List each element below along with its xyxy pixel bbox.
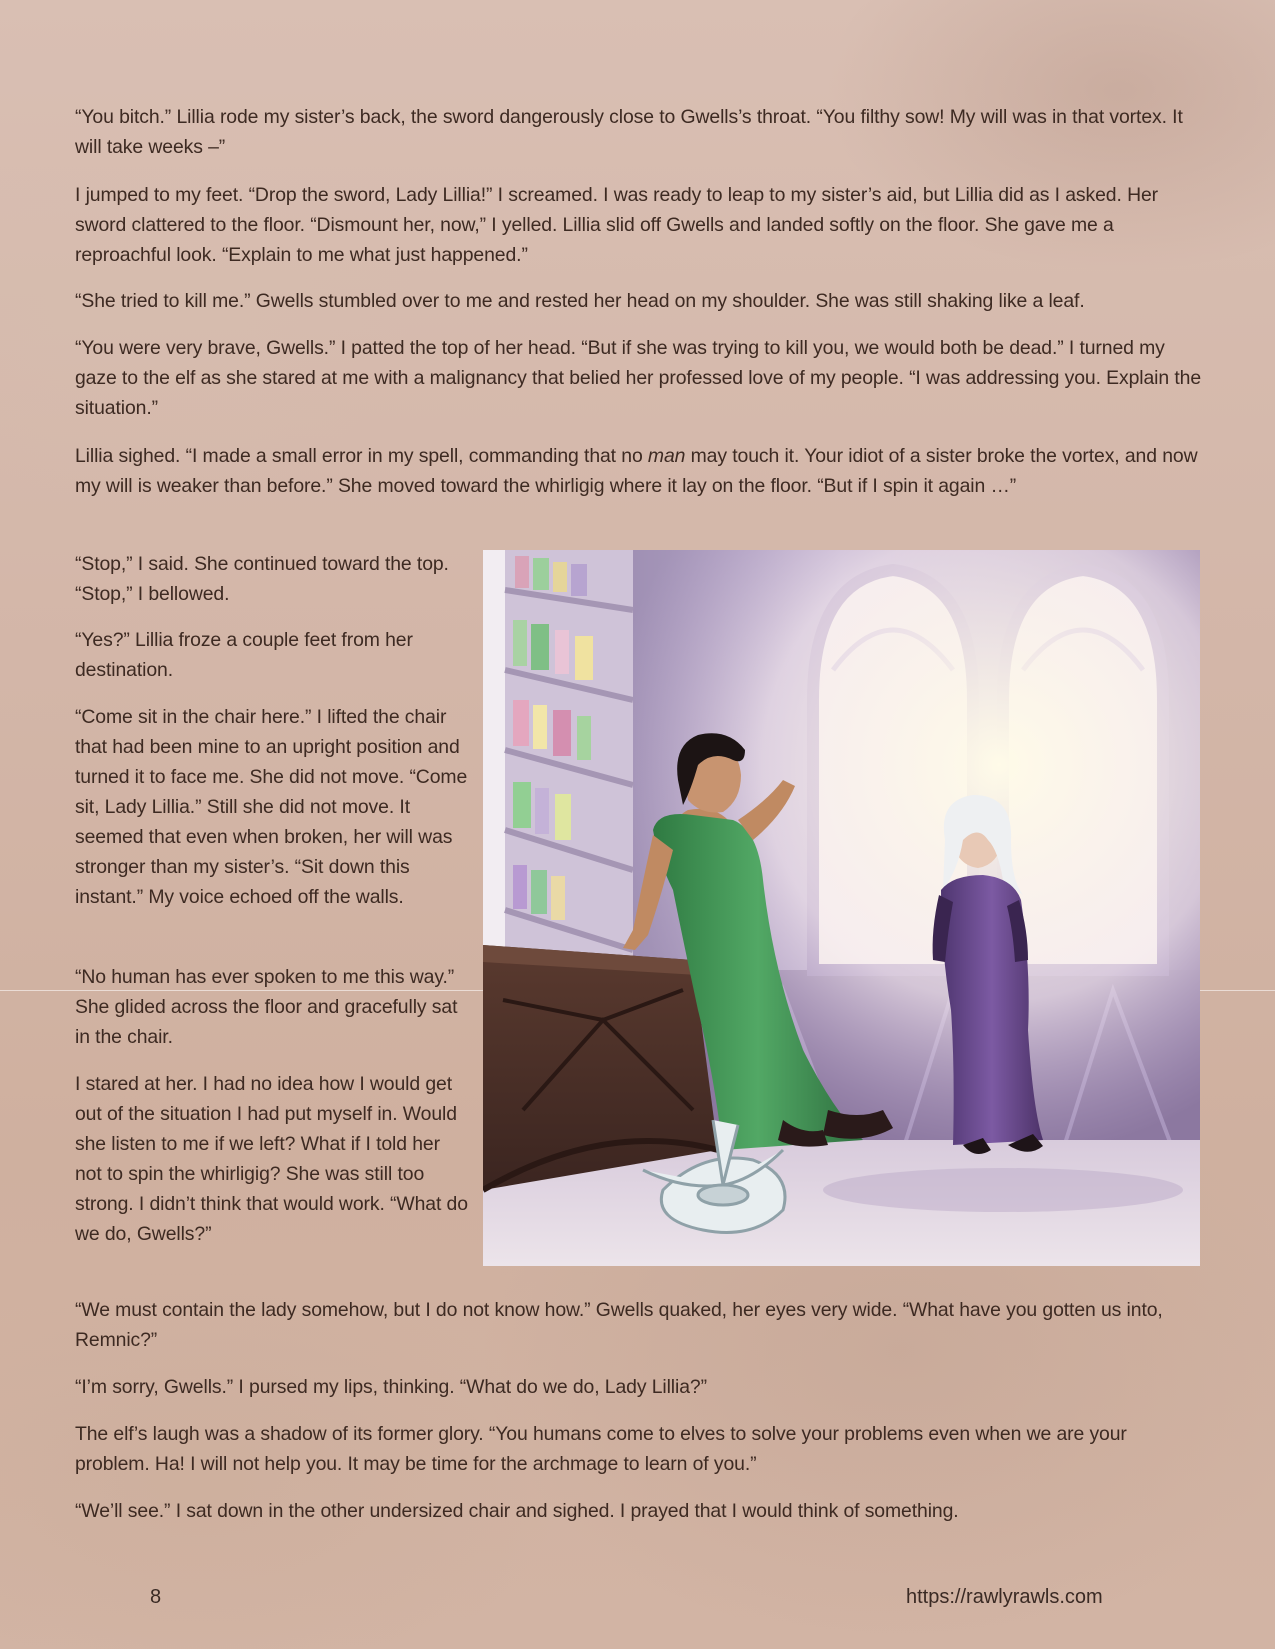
side-paragraph-1: “Stop,” I said. She continued toward the top. “Stop,” I bellowed.: [75, 553, 449, 605]
paragraph-7: “I’m sorry, Gwells.” I pursed my lips, thinking. “What do we do, Lady Lillia?”: [75, 1376, 707, 1398]
divider-line-right: [1200, 990, 1275, 991]
paragraph-5-part-1: Lillia sighed. “I made a small error in my spell, commanding that no: [75, 445, 648, 467]
paragraph-6: “We must contain the lady somehow, but I do not know how.” Gwells quaked, her eyes very wide. “What have you gotten us into, Remnic?”: [75, 1299, 1163, 1351]
paragraph-9: “We’ll see.” I sat down in the other undersized chair and sighed. I prayed that I would think of something.: [75, 1500, 959, 1522]
paragraph-8: The elf’s laugh was a shadow of its former glory. “You humans come to elves to solve your problems even when we are your problem. Ha! I will not help you. It may be time for the archmage to learn of you.”: [75, 1423, 1127, 1475]
illustration-library-scene: [483, 550, 1200, 1266]
footer-url-link[interactable]: https://rawlyrawls.com: [906, 1586, 1103, 1608]
paragraph-5: [75, 441, 1205, 501]
emphasized-word: man: [647, 445, 686, 467]
paragraph-3: “She tried to kill me.” Gwells stumbled over to me and rested her head on my shoulder. She was still shaking like a leaf.: [75, 290, 1085, 312]
page-number: 8: [150, 1586, 162, 1608]
side-paragraph-4: “No human has ever spoken to me this way.” She glided across the floor and gracefully sat in the chair.: [75, 966, 458, 1048]
paragraph-4: “You were very brave, Gwells.” I patted the top of her head. “But if she was trying to kill you, we would both be dead.” I turned my gaze to the elf as she stared at me with a malignancy that belied her professed love of my people. “I was addressing you. Explain the situation.”: [75, 337, 1202, 419]
paragraph-1: “You bitch.” Lillia rode my sister’s back, the sword dangerously close to Gwells’s throat. “You filthy sow! My will was in that vortex. It will take weeks –”: [75, 106, 1183, 158]
side-paragraph-2: “Yes?” Lillia froze a couple feet from her destination.: [75, 629, 413, 681]
paragraph-5-part-2: may touch it. Your idiot of a sister broke the vortex, and now my will is weaker than before.” She moved toward the whirligig where it lay on the floor. “But if I spin it again …”: [75, 445, 1198, 497]
side-paragraph-3: “Come sit in the chair here.” I lifted the chair that had been mine to an upright position and turned it to face me. She did not move. “Come sit, Lady Lillia.” Still she did not move. It seemed that even when broken, her will was stronger than my sister’s. “Sit down this instant.” My voice echoed off the walls.: [75, 706, 468, 908]
paragraph-2: I jumped to my feet. “Drop the sword, Lady Lillia!” I screamed. I was ready to leap to my sister’s aid, but Lillia did as I asked. Her sword clattered to the floor. “Dismount her, now,” I yelled. Lillia slid off Gwells and landed softly on the floor. She gave me a reproachful look. “Explain to me what just happened.”: [75, 184, 1159, 266]
side-paragraph-5: I stared at her. I had no idea how I would get out of the situation I had put myself in. Would she listen to me if we left? What if I told her not to spin the whirligig? She was still too strong. I didn’t think that would work. “What do we do, Gwells?”: [75, 1073, 468, 1245]
